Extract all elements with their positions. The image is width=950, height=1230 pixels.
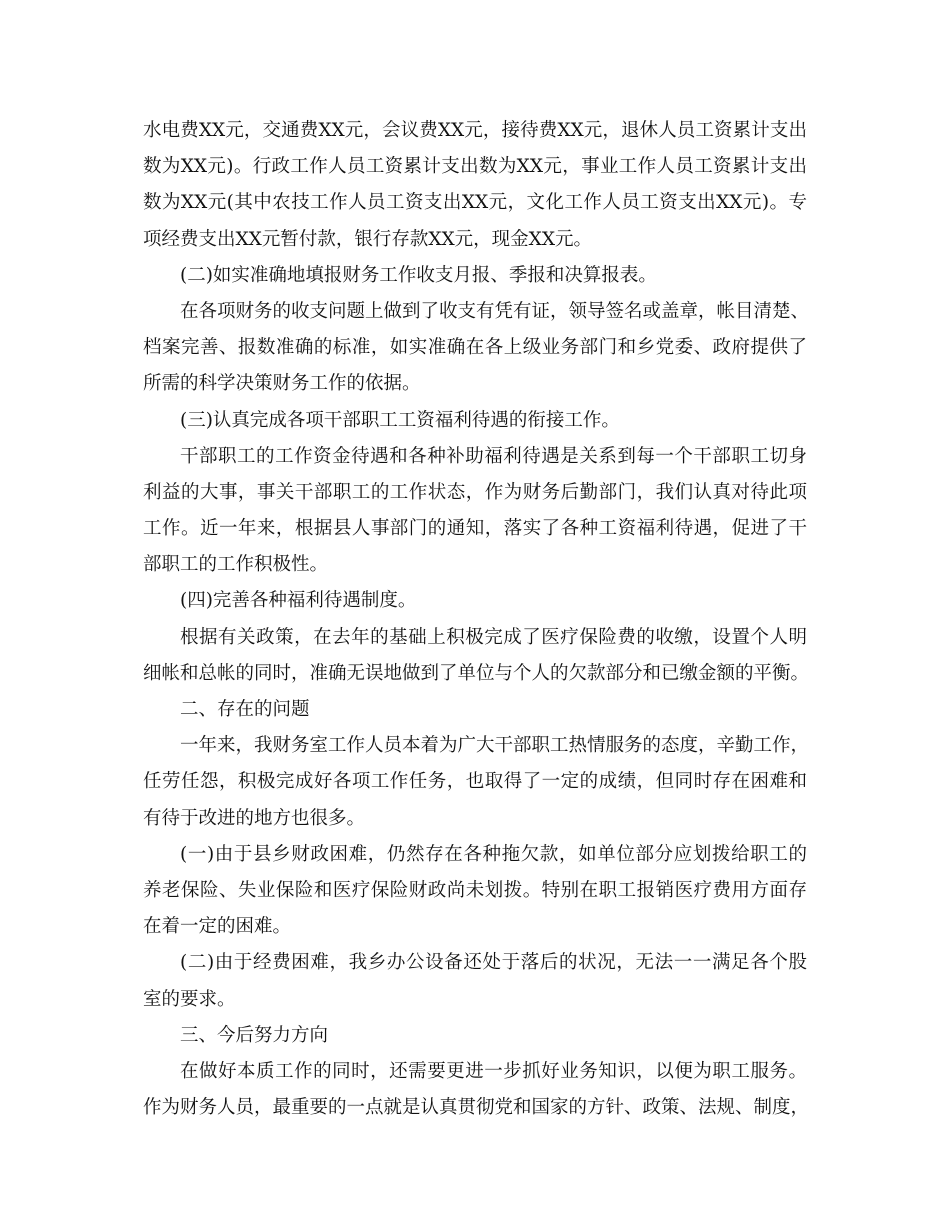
text-line: 细帐和总帐的同时，准确无误地做到了单位与个人的欠款部分和已缴金额的平衡。 [143, 662, 810, 684]
text-line: (一)由于县乡财政困难，仍然存在各种拖欠款，如单位部分应划拨给职工的 [180, 843, 807, 865]
document-body [143, 113, 810, 1126]
text-line: (四)完善各种福利待遇制度。 [180, 590, 417, 612]
text-line: 干部职工的工作资金待遇和各种补助福利待遇是关系到每一个干部职工切身 [180, 445, 807, 467]
text-line: 档案完善、报数准确的标准，如实准确在各上级业务部门和乡党委、政府提供了 [143, 337, 807, 359]
text-line: 根据有关政策，在去年的基础上积极完成了医疗保险费的收缴，设置个人明 [180, 626, 807, 648]
text-line: 数为XX元)。行政工作人员工资累计支出数为XX元，事业工作人员工资累计支出 [143, 156, 807, 178]
text-line: 在各项财务的收支问题上做到了收支有凭有证，领导签名或盖章，帐目清楚、 [180, 300, 810, 322]
text-line: 项经费支出XX元暂付款，银行存款XX元，现金XX元。 [143, 228, 593, 250]
text-line: (三)认真完成各项干部职工工资福利待遇的衔接工作。 [180, 409, 620, 431]
text-line: 部职工的工作积极性。 [143, 554, 329, 576]
text-line: 在做好本质工作的同时，还需要更进一步抓好业务知识，以便为职工服务。 [180, 1060, 807, 1082]
text-line: 室的要求。 [143, 988, 236, 1010]
text-line: 一年来，我财务室工作人员本着为广大干部职工热情服务的态度，辛勤工作， [180, 735, 810, 757]
text-line: 有待于改进的地方也很多。 [143, 807, 366, 829]
text-line: 数为XX元(其中农技工作人员工资支出XX元，文化工作人员工资支出XX元)。专 [143, 192, 807, 214]
text-line: 二、存在的问题 [180, 699, 310, 720]
text-line: 工作。近一年来，根据县人事部门的通知，落实了各种工资福利待遇，促进了干 [143, 518, 807, 540]
text-line: 所需的科学决策财务工作的依据。 [143, 373, 421, 395]
text-line: 利益的大事，事关干部职工的工作状态，作为财务后勤部门，我们认真对待此项 [143, 481, 807, 503]
text-line: 养老保险、失业保险和医疗保险财政尚未划拨。特别在职工报销医疗费用方面存 [143, 879, 807, 901]
text-line: (二)如实准确地填报财务工作收支月报、季报和决算报表。 [180, 264, 657, 286]
text-line: 水电费XX元，交通费XX元，会议费XX元，接待费XX元，退休人员工资累计支出 [143, 120, 807, 141]
text-line: 作为财务人员，最重要的一点就是认真贯彻党和国家的方针、政策、法规、制度， [143, 1097, 810, 1119]
text-line: (二)由于经费困难，我乡办公设备还处于落后的状况，无法一一满足各个股 [180, 952, 807, 974]
text-line: 任劳任怨，积极完成好各项工作任务，也取得了一定的成绩，但同时存在困难和 [143, 771, 807, 793]
text-line: 在着一定的困难。 [143, 916, 292, 938]
text-line: 三、今后努力方向 [180, 1024, 329, 1046]
